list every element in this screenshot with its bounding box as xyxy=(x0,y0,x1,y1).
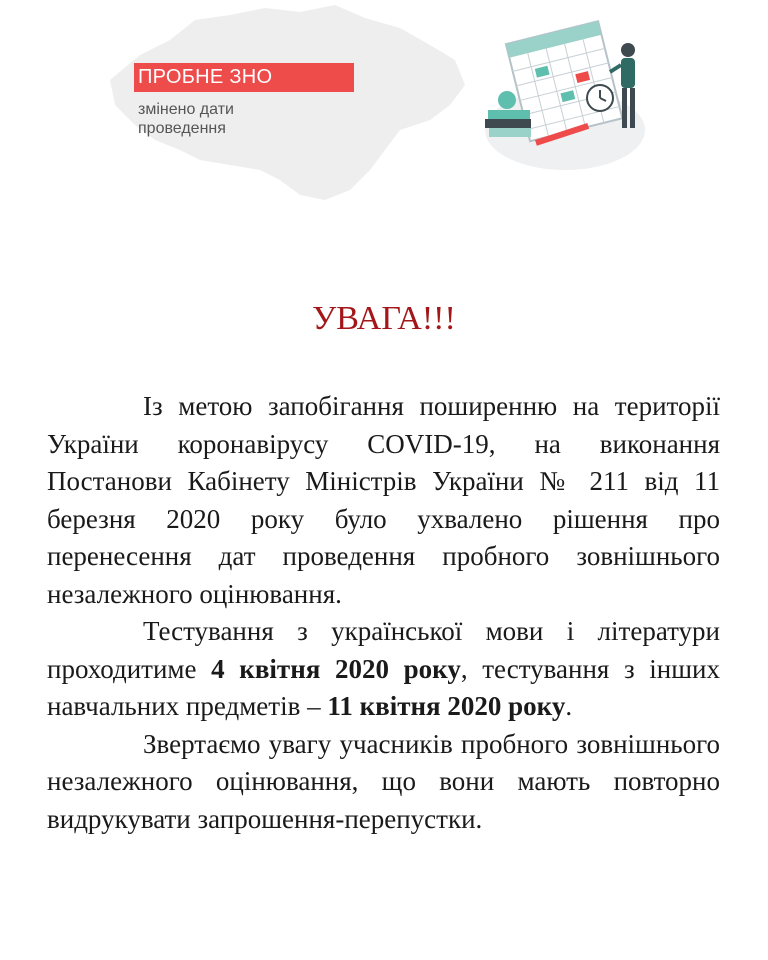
paragraph-3: Звертаємо увагу учасників пробного зовнішнього незалежного оцінювання, що вони мають повторно видрукувати запрошення-перепустки. xyxy=(47,728,720,834)
date-other-tests: 11 квітня 2020 року xyxy=(327,691,566,721)
date-ukrainian-test: 4 квітня 2020 року xyxy=(211,653,461,684)
page-title: УВАГА!!! xyxy=(312,300,456,337)
banner-tag: ПРОБНЕ ЗНО xyxy=(134,63,354,92)
paragraph-2-text-b: , тестування з інших навчальних предметів – xyxy=(47,653,720,721)
banner-subtitle-line1: змінено дати xyxy=(138,101,234,118)
banner-subtitle xyxy=(138,100,338,138)
paragraph-2-text-a: Тестування з української мови і літератури проходитиме xyxy=(47,616,720,684)
paragraph-2 xyxy=(47,613,720,726)
banner-subtitle-line2: проведення xyxy=(138,120,226,137)
header-banner xyxy=(0,0,768,215)
paragraph-1: Із метою запобігання поширенню на території України коронавірусу COVID-19, на виконання Постанови Кабінету Міністрів України № 211 від 11 березня 2020 року було ухвалено рішення про перенесення дат проведення пробного зовнішнього незалежного оцінювання. xyxy=(47,391,720,609)
announcement-body xyxy=(47,388,720,838)
calendar-illustration xyxy=(480,10,660,170)
paragraph-2-end: . xyxy=(565,691,573,721)
